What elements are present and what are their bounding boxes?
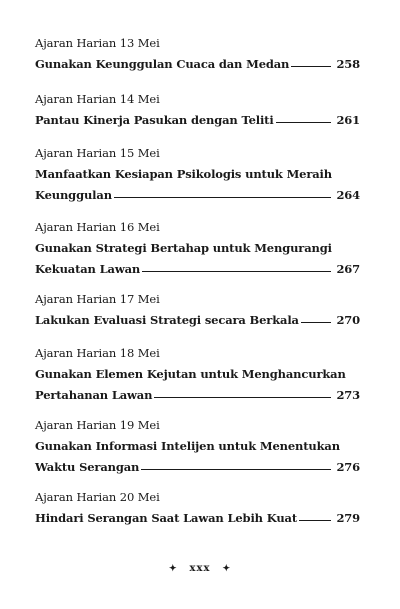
leader-line (299, 520, 331, 521)
entry-date: Ajaran Harian 18 Mei (35, 346, 160, 360)
leader-line (301, 322, 331, 323)
entry-page-number: 270 (336, 313, 360, 327)
leader-line (291, 66, 331, 67)
entry-title-line[interactable] (35, 238, 360, 259)
entry-title-line[interactable] (35, 185, 360, 206)
entry-date: Ajaran Harian 16 Mei (35, 220, 160, 234)
leader-line (276, 122, 331, 123)
entry-page-number: 261 (336, 113, 360, 127)
toc-entry (35, 36, 360, 75)
leader-line (141, 469, 331, 470)
entry-title: Kekuatan Lawan (35, 262, 141, 276)
entry-title-line[interactable] (35, 110, 360, 131)
entry-title: Waktu Serangan (35, 460, 140, 474)
entry-title-line[interactable] (35, 364, 360, 385)
toc-entry (35, 146, 360, 206)
entry-title: Pantau Kinerja Pasukan dengan Teliti (35, 113, 274, 127)
entry-page-number: 264 (336, 188, 360, 202)
entry-page-number: 258 (336, 57, 360, 71)
leader-line (154, 397, 331, 398)
entry-title-line[interactable] (35, 457, 360, 478)
entry-title: Hindari Serangan Saat Lawan Lebih Kuat (35, 511, 297, 525)
leader-line (142, 271, 331, 272)
entry-title-line[interactable] (35, 310, 360, 331)
entry-title: Gunakan Informasi Intelijen untuk Menentukan (35, 439, 340, 453)
entry-title-line[interactable] (35, 164, 360, 185)
entry-title: Gunakan Strategi Bertahap untuk Mengurangi (35, 241, 332, 255)
entry-page-number: 279 (336, 511, 360, 525)
entry-title-line[interactable] (35, 385, 360, 406)
entry-date: Ajaran Harian 15 Mei (35, 146, 160, 160)
ornament-icon: ✦ (169, 564, 178, 574)
entry-page-number: 276 (336, 460, 360, 474)
entry-date: Ajaran Harian 17 Mei (35, 292, 160, 306)
entry-title-line[interactable] (35, 508, 360, 529)
ornament-icon: ✦ (222, 564, 231, 574)
entry-title-line[interactable] (35, 436, 360, 457)
entry-title: Keunggulan (35, 188, 112, 202)
entry-date: Ajaran Harian 13 Mei (35, 36, 160, 50)
entry-title: Pertahanan Lawan (35, 388, 153, 402)
entry-title: Gunakan Keunggulan Cuaca dan Medan (35, 57, 290, 71)
page-footer (0, 563, 400, 574)
entry-date: Ajaran Harian 14 Mei (35, 92, 160, 106)
page-number-label: xxx (189, 563, 211, 574)
toc-entry (35, 292, 360, 331)
toc-entry (35, 220, 360, 280)
entry-page-number: 267 (336, 262, 360, 276)
toc-entry (35, 490, 360, 529)
toc-entry (35, 346, 360, 406)
entry-page-number: 273 (336, 388, 360, 402)
entry-title: Gunakan Elemen Kejutan untuk Menghancurkan (35, 367, 346, 381)
entry-title-line[interactable] (35, 54, 360, 75)
leader-line (114, 197, 331, 198)
toc-entry (35, 92, 360, 131)
entry-title: Manfaatkan Kesiapan Psikologis untuk Meraih (35, 167, 332, 181)
entry-title-line[interactable] (35, 259, 360, 280)
toc-entry (35, 418, 360, 478)
entry-date: Ajaran Harian 19 Mei (35, 418, 160, 432)
entry-title: Lakukan Evaluasi Strategi secara Berkala (35, 313, 299, 327)
entry-date: Ajaran Harian 20 Mei (35, 490, 160, 504)
